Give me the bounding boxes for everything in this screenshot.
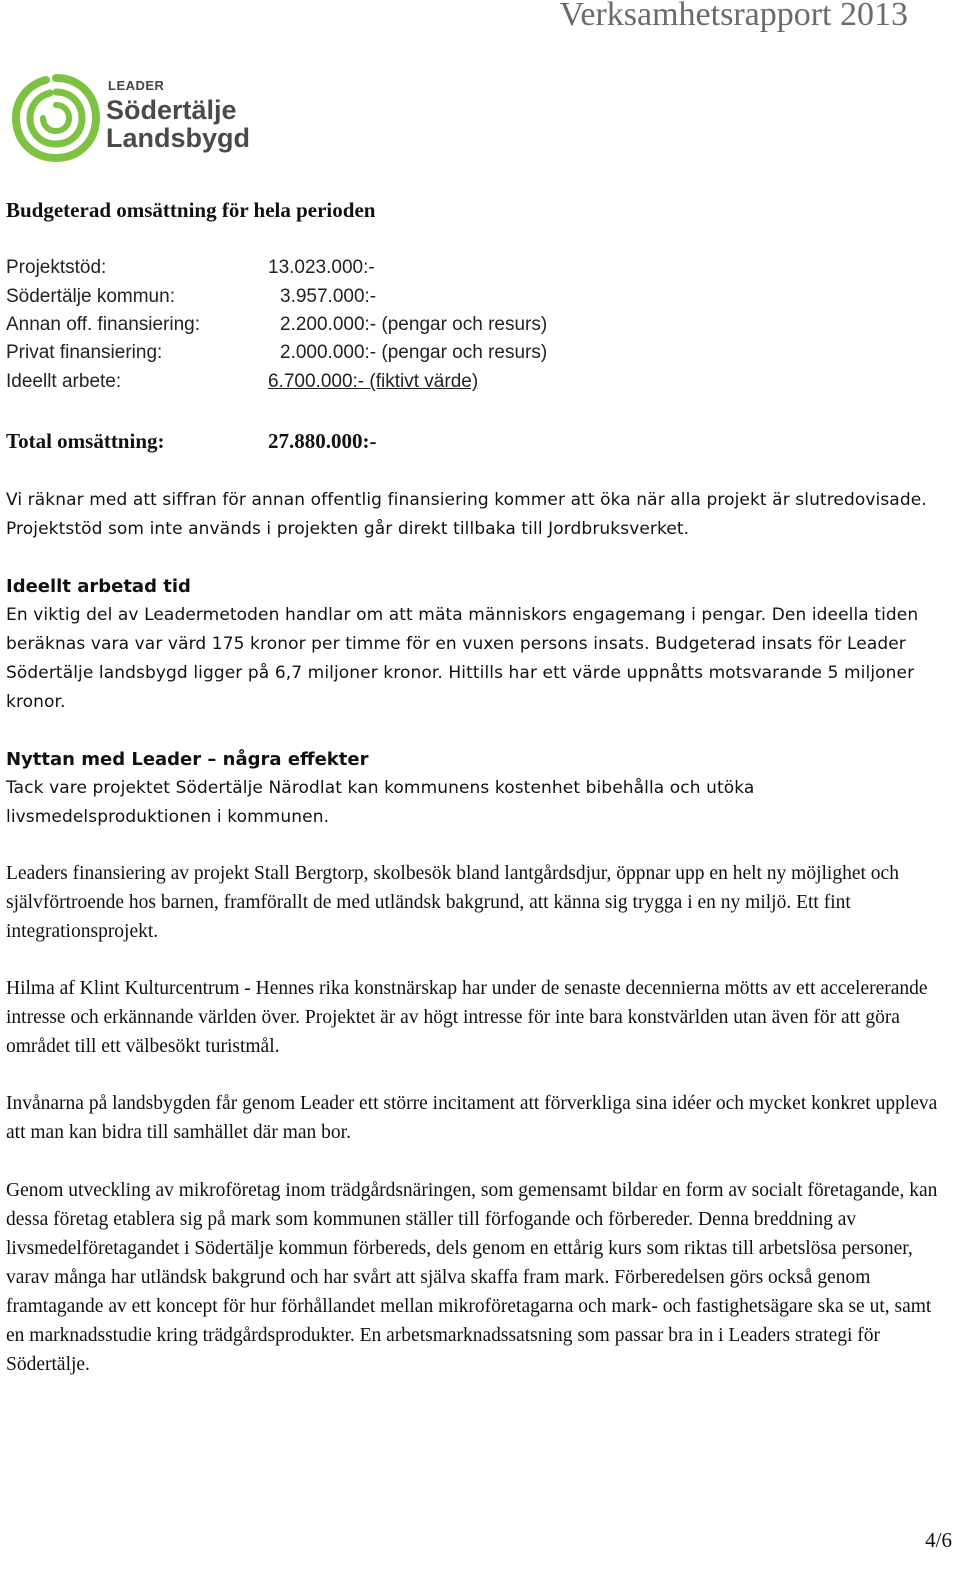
financing-label: Projektstöd:: [6, 257, 107, 278]
finance-paragraph: Vi räknar med att siffran för annan offentlig finansiering kommer att öka när alla projekt är slutredovisade. Projektstöd som inte används i projekten går direkt tillbaka till Jordbruksverket.: [6, 490, 927, 539]
nyttan-paragraph-5: Genom utveckling av mikroföretag inom trädgårdsnäringen, som gemensamt bildar en form av socialt företagande, kan dessa företag etablera sig på mark som kommunen ställer till förfogande och förbereder. Denna breddning av livsmedelföretagandet i Södertälje kommun förbereds, dels genom en ettårig kurs som riktas till arbetslösa personer, varav många har utländsk bakgrund och har svårt att själva skaffa fram mark. Förberedelsen görs också genom framtagande av ett koncept för hur förhållandet mellan mikroföretagarna och mark- och fastighetsägare ska se ut, samt en marknadsstudie kring trädgårdsprodukter. En arbetsmarknadssatsning som passar bra in i Leaders strategi för Södertälje.: [6, 1180, 938, 1375]
financing-row: [6, 314, 906, 343]
financing-value: 6.700.000:- (fiktivt värde): [268, 371, 479, 392]
total-label: Total omsättning:: [6, 429, 165, 453]
financing-row: [6, 371, 906, 400]
financing-row: [6, 257, 906, 286]
financing-label: Privat finansiering:: [6, 342, 163, 363]
ideellt-section: [6, 572, 950, 717]
logo-line-2: Landsbygd: [106, 123, 251, 153]
page-number: 4/6: [925, 1528, 952, 1552]
financing-value: 2.200.000:- (pengar och resurs): [280, 314, 548, 335]
total-value: 27.880.000:-: [268, 429, 377, 453]
swirl-logo-icon: [10, 72, 102, 164]
logo-line-1: Södertälje: [106, 95, 237, 125]
total-row: [6, 429, 906, 458]
leader-logo: [10, 72, 250, 162]
report-title: Verksamhetsrapport 2013: [559, 0, 908, 33]
nyttan-paragraph-1: Tack vare projektet Södertälje Närodlat kan kommunens kostenhet bibehålla och utöka livsmedelsproduktionen i kommunen.: [6, 778, 755, 827]
financing-label: Ideellt arbete:: [6, 371, 122, 392]
nyttan-section: [6, 745, 950, 832]
financing-value: 3.957.000:-: [280, 286, 377, 307]
nyttan-heading: Nyttan med Leader – några effekter: [6, 749, 369, 770]
ideellt-text: En viktig del av Leadermetoden handlar om att mäta människors engagemang i pengar. Den ideella tiden beräknas vara var värd 175 kronor per timme för en vuxen persons insats. Budgeterad insats för Leader Södertälje landsbygd ligger på 6,7 miljoner kronor. Hittills har ett värde uppnåtts motsvarande 5 miljoner kronor.: [6, 605, 919, 712]
financing-value: 13.023.000:-: [268, 257, 375, 278]
nyttan-paragraph-4: Invånarna på landsbygden får genom Leader ett större incitament att förverkliga sina idéer och mycket konkret uppleva att man kan bidra till samhället där man bor.: [6, 1093, 938, 1143]
financing-label: Annan off. finansiering:: [6, 314, 201, 335]
financing-value: 2.000.000:- (pengar och resurs): [280, 342, 548, 363]
budget-heading: Budgeterad omsättning för hela perioden: [6, 198, 376, 222]
nyttan-paragraph-2: Leaders finansiering av projekt Stall Bergtorp, skolbesök bland lantgårdsdjur, öppnar upp en helt ny möjlighet och självförtroende hos barnen, framförallt de med utländsk bakgrund, att känna sig trygga i en ny miljö. Ett fint integrationsprojekt.: [6, 863, 899, 942]
financing-label: Södertälje kommun:: [6, 286, 175, 307]
ideellt-heading: Ideellt arbetad tid: [6, 576, 191, 597]
logo-leader-text: LEADER: [108, 78, 165, 93]
nyttan-paragraph-3: Hilma af Klint Kulturcentrum - Hennes rika konstnärskap har under de senaste decennierna mötts av ett accelererande intresse och erkännande världen över. Projektet är av högt intresse för inte bara konstvärlden utan även för att göra området till ett välbesökt turistmål.: [6, 978, 928, 1057]
financing-row: [6, 286, 906, 315]
financing-row: [6, 342, 906, 371]
